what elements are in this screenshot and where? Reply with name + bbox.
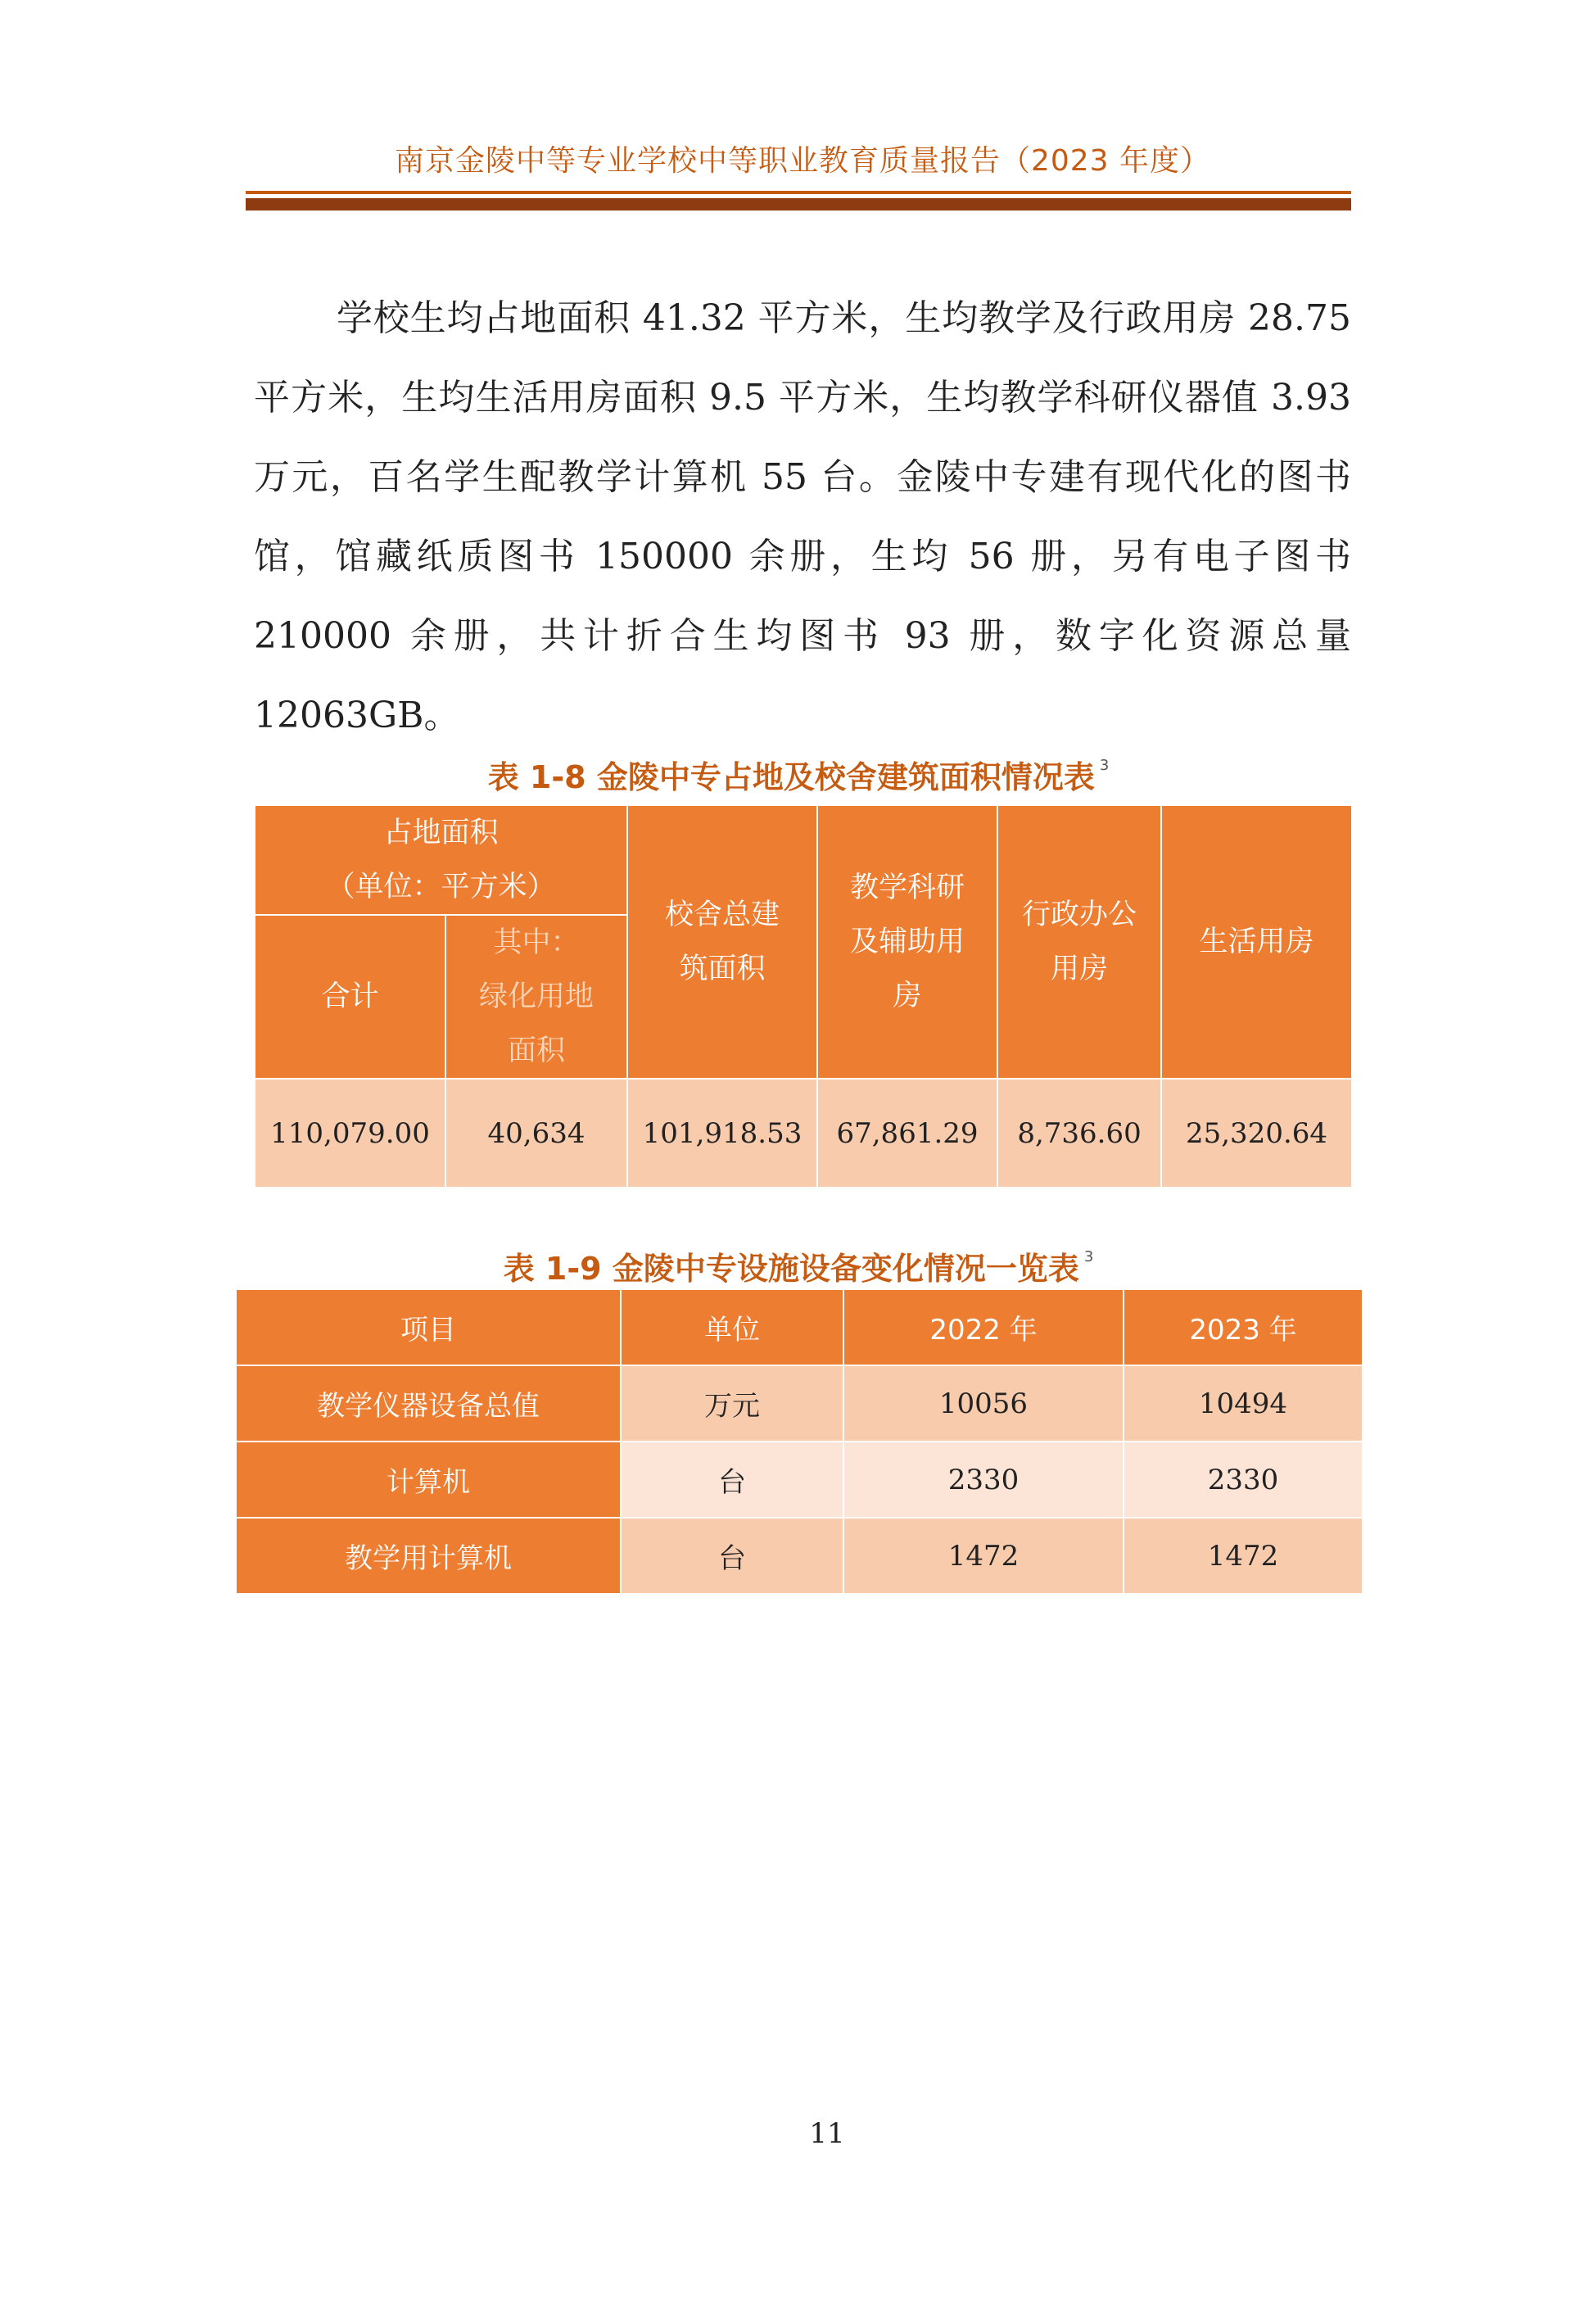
table-cell: 1472 [843,1518,1124,1594]
building-area-header-line2: 筑面积 [679,953,766,985]
table-cell: 67,861.29 [817,1079,997,1188]
land-area-header-line1: 占地面积 [383,817,499,849]
green-area-header-line2: 绿化用地 [479,980,595,1013]
table2-caption-note: 3 [1083,1248,1094,1265]
green-area-header-line3: 面积 [508,1034,566,1067]
research-area-header-line2: 及辅助用 [850,926,965,958]
item-column-header: 项目 [236,1289,621,1365]
page-number: 11 [809,2117,845,2150]
body-paragraph-text: 学校生均占地面积 41.32 平方米，生均教学及行政用房 28.75 平方米，生均生活用房面积 9.5 平方米，生均教学科研仪器值 3.93 万元，百名学生配教学计算机 55 台。金陵中专建有现代化的图书馆，馆藏纸质图书 150000 余册，生均 56 册，另有电子图书 210000 余册，共计折合生均图书 93 册，数字化资源总量 12063GB。 [254,297,1351,736]
table1-caption-text: 表 1-8 金陵中专占地及校舍建筑面积情况表 [487,759,1095,795]
research-area-header-line1: 教学科研 [850,871,965,904]
row-label: 计算机 [236,1442,621,1518]
page-header-title: 南京金陵中等专业学校中等职业教育质量报告（2023 年度） [394,144,1211,178]
total-header-text: 合计 [321,980,379,1013]
header-rule-thick [246,198,1351,210]
table-cell: 8,736.60 [997,1079,1161,1188]
building-area-header [627,805,817,1079]
table-cell: 110,079.00 [255,1079,445,1188]
table-cell: 10494 [1124,1365,1363,1442]
table-row [236,1365,1363,1442]
green-area-header [445,915,627,1079]
table-cell: 台 [621,1442,843,1518]
row-label: 教学仪器设备总值 [236,1365,621,1442]
admin-area-header-line2: 用房 [1051,953,1109,985]
table-cell: 10056 [843,1365,1124,1442]
table1-caption [143,752,1454,797]
research-area-header [817,805,997,1079]
year-2022-column-header: 2022 年 [843,1289,1124,1365]
table2-caption [143,1243,1454,1288]
facility-equipment-table [235,1288,1363,1595]
living-area-header [1161,805,1352,1079]
building-area-header-line1: 校舍总建 [665,898,780,931]
living-area-header-text: 生活用房 [1199,926,1314,958]
table-cell: 台 [621,1518,843,1594]
header-rule-thin [246,191,1351,194]
table-row [255,1079,1352,1188]
research-area-header-line3: 房 [893,980,922,1012]
total-header [255,915,445,1079]
table-cell: 1472 [1124,1518,1363,1594]
table-header-row [236,1289,1363,1365]
land-area-header-line2: （单位：平方米） [326,871,556,903]
table-cell: 2330 [1124,1442,1363,1518]
body-paragraph [254,278,1351,755]
table-cell: 101,918.53 [627,1079,817,1188]
admin-area-header-line1: 行政办公 [1022,898,1137,931]
green-area-header-line1: 其中： [493,926,580,959]
table2-caption-text: 表 1-9 金陵中专设施设备变化情况一览表 [503,1251,1079,1287]
unit-column-header: 单位 [621,1289,843,1365]
row-label: 教学用计算机 [236,1518,621,1594]
land-area-header [255,805,627,915]
table-row [236,1518,1363,1594]
table-cell: 2330 [843,1442,1124,1518]
admin-area-header [997,805,1161,1079]
table-cell: 40,634 [445,1079,627,1188]
table-row [236,1442,1363,1518]
land-area-table [254,804,1353,1188]
table-cell: 25,320.64 [1161,1079,1352,1188]
table-cell: 万元 [621,1365,843,1442]
table1-caption-note: 3 [1099,757,1110,774]
year-2023-column-header: 2023 年 [1124,1289,1363,1365]
